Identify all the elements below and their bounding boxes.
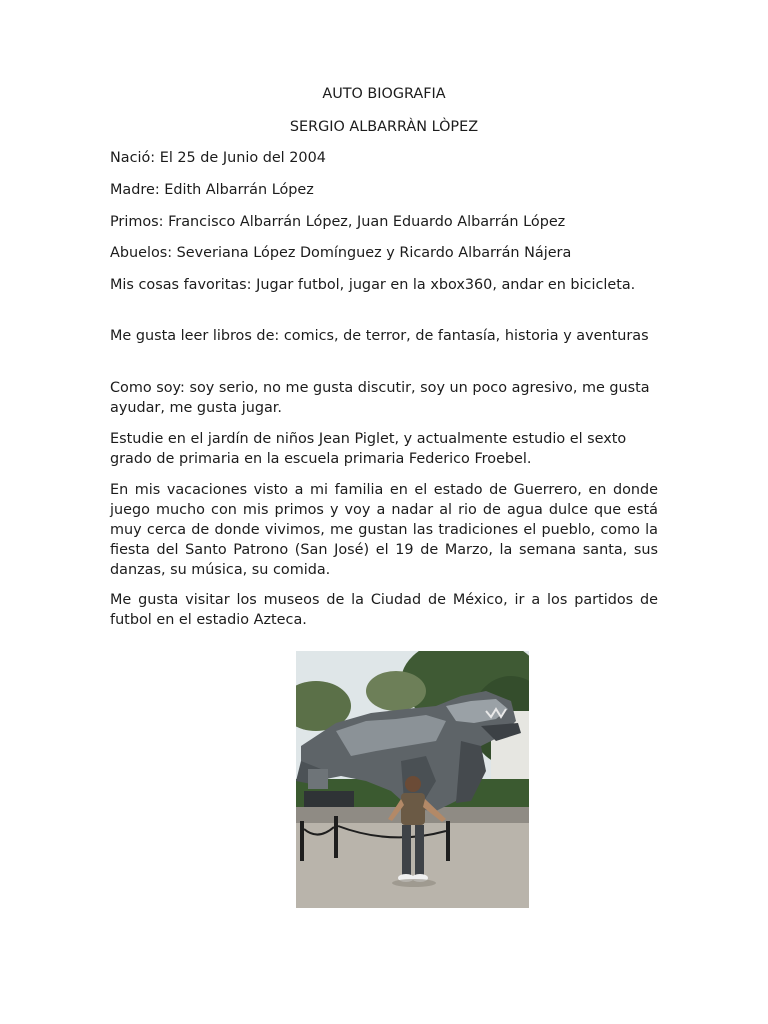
personality-paragraph: Como soy: soy serio, no me gusta discutir, soy un poco agresivo, me gusta ayudar, me gusta jugar.	[110, 380, 650, 416]
favorites-paragraph: Mis cosas favoritas: Jugar futbol, jugar en la xbox360, andar en bicicleta.	[110, 277, 636, 293]
museums-paragraph: Me gusta visitar los museos de la Ciudad de México, ir a los partidos de futbol en el estadio Azteca.	[110, 592, 658, 628]
mother-line: Madre: Edith Albarrán López	[110, 182, 314, 198]
vacations-paragraph: En mis vacaciones visto a mi familia en el estado de Guerrero, en donde juego mucho con mis primos y voy a nadar al rio de agua dulce que está muy cerca de donde vivimos, me gustan las tradiciones el pueblo, como la fiesta del Santo Patrono (San José) el 19 de Marzo, la semana santa, sus danzas, su música, su comida.	[110, 482, 658, 578]
photo-boy-with-robot-dinosaur	[296, 651, 529, 908]
grandparents-line: Abuelos: Severiana López Domínguez y Ricardo Albarrán Nájera	[110, 245, 572, 261]
birth-line: Nació: El 25 de Junio del 2004	[110, 150, 326, 166]
reading-paragraph: Me gusta leer libros de: comics, de terror, de fantasía, historia y aventuras	[110, 328, 649, 344]
document-title: AUTO BIOGRAFIA	[322, 86, 446, 102]
cousins-line: Primos: Francisco Albarrán López, Juan Eduardo Albarrán López	[110, 214, 566, 230]
school-paragraph: Estudie en el jardín de niños Jean Piglet, y actualmente estudio el sexto grado de primaria en la escuela primaria Federico Froebel.	[110, 431, 627, 467]
author-name: SERGIO ALBARRÀN LÒPEZ	[289, 119, 479, 135]
